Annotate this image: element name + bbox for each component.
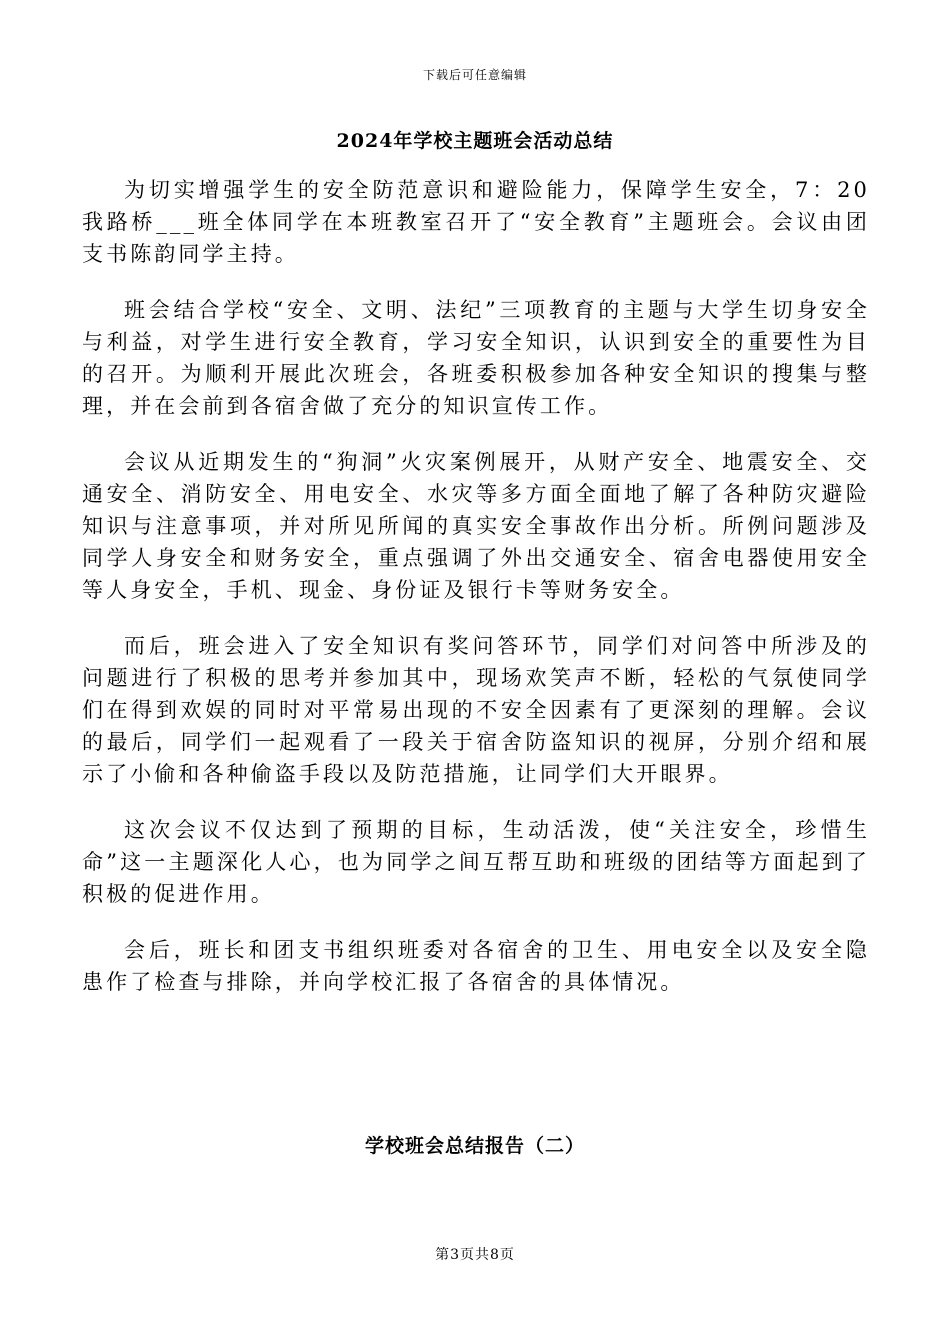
paragraph-1: 为切实增强学生的安全防范意识和避险能力，保障学生安全，7：20我路桥___班全体同学在本班教室召开了“安全教育”主题班会。会议由团支书陈韵同学主持。: [82, 178, 870, 266]
page-header-note: 下载后可任意编辑: [422, 68, 527, 82]
paragraph-5: 这次会议不仅达到了预期的目标，生动活泼，使“关注安全，珍惜生命”这一主题深化人心，也为同学之间互帮互助和班级的团结等方面起到了积极的促进作用。: [82, 818, 870, 906]
page-footer: 第3页共8页: [435, 1247, 515, 1263]
paragraph-4: 而后，班会进入了安全知识有奖问答环节，同学们对问答中所涉及的问题进行了积极的思考并参加其中，现场欢笑声不断，轻松的气氛使同学们在得到欢娱的同时对平常易出现的不安全因素有了更深刻的理解。会议的最后，同学们一起观看了一段关于宿舍防盗知识的视屏，分别介绍和展示了小偷和各种偷盗手段以及防范措施，让同学们大开眼界。: [82, 634, 870, 786]
document-body: [82, 174, 870, 1022]
paragraph-3: 会议从近期发生的“狗洞”火灾案例展开，从财产安全、地震安全、交通安全、消防安全、用电安全、水灾等多方面全面地了解了各种防灾避险知识与注意事项，并对所见所闻的真实安全事故作出分析。所例问题涉及同学人身安全和财务安全，重点强调了外出交通安全、宿舍电器使用安全等人身安全，手机、现金、身份证及银行卡等财务安全。: [82, 450, 870, 602]
section-title: 学校班会总结报告（二）: [364, 1135, 585, 1157]
paragraph-6: 会后，班长和团支书组织班委对各宿舍的卫生、用电安全以及安全隐患作了检查与排除，并向学校汇报了各宿舍的具体情况。: [82, 938, 870, 994]
document-title: 2024年学校主题班会活动总结: [336, 130, 614, 152]
paragraph-2: 班会结合学校“安全、文明、法纪”三项教育的主题与大学生切身安全与利益，对学生进行安全教育，学习安全知识，认识到安全的重要性为目的召开。为顺利开展此次班会，各班委积极参加各种安全知识的搜集与整理，并在会前到各宿舍做了充分的知识宣传工作。: [82, 298, 870, 418]
